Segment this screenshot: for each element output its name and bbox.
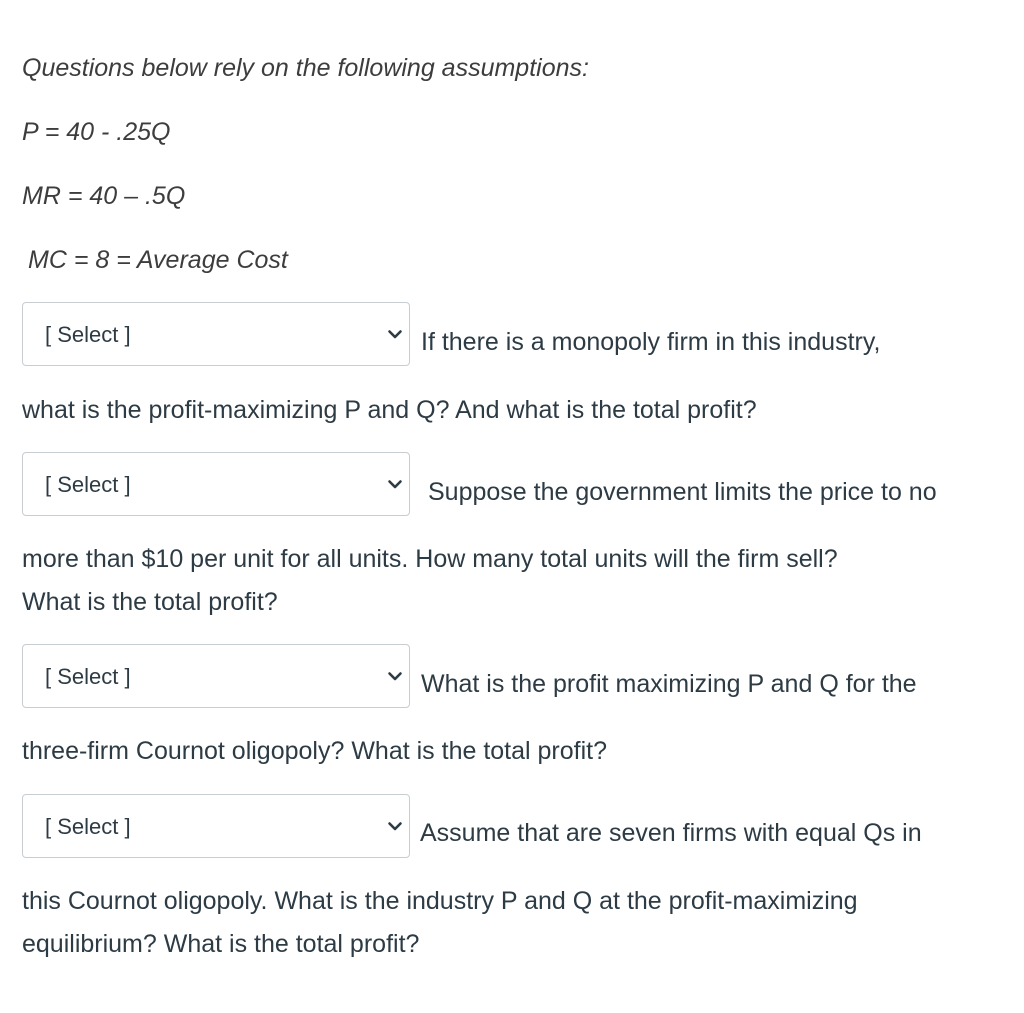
chevron-down-icon [387,326,403,342]
answer-select-3[interactable] [22,644,410,708]
question-2-text-line-2: more than $10 per unit for all units. How many total units will the firm sell? [22,545,838,573]
question-3-text-line-1: What is the profit maximizing P and Q for the [421,670,917,698]
question-2-text-line-1: Suppose the government limits the price to no [428,478,937,506]
answer-select-1[interactable] [22,302,410,366]
question-3-text-line-2: three-firm Cournot oligopoly? What is the total profit? [22,737,607,765]
marginal-revenue-equation: MR = 40 – .5Q [22,182,186,210]
answer-select-4-value: [ Select ] [45,814,131,839]
price-equation: P = 40 - .25Q [22,118,171,146]
marginal-cost-equation: MC = 8 = Average Cost [28,246,288,274]
answer-select-4[interactable] [22,794,410,858]
question-2-text-line-3: What is the total profit? [22,588,278,616]
chevron-down-icon [387,476,403,492]
question-4-text-line-3: equilibrium? What is the total profit? [22,930,420,958]
question-1-text-line-2: what is the profit-maximizing P and Q? And what is the total profit? [22,396,757,424]
assumptions-heading: Questions below rely on the following assumptions: [22,54,589,82]
answer-select-1-value: [ Select ] [45,322,131,347]
question-1-text-line-1: If there is a monopoly firm in this industry, [421,328,881,356]
answer-select-2[interactable] [22,452,410,516]
chevron-down-icon [387,668,403,684]
answer-select-2-value: [ Select ] [45,472,131,497]
chevron-down-icon [387,818,403,834]
question-4-text-line-1: Assume that are seven firms with equal Qs in [420,819,922,847]
question-4-text-line-2: this Cournot oligopoly. What is the industry P and Q at the profit-maximizing [22,887,858,915]
answer-select-3-value: [ Select ] [45,664,131,689]
